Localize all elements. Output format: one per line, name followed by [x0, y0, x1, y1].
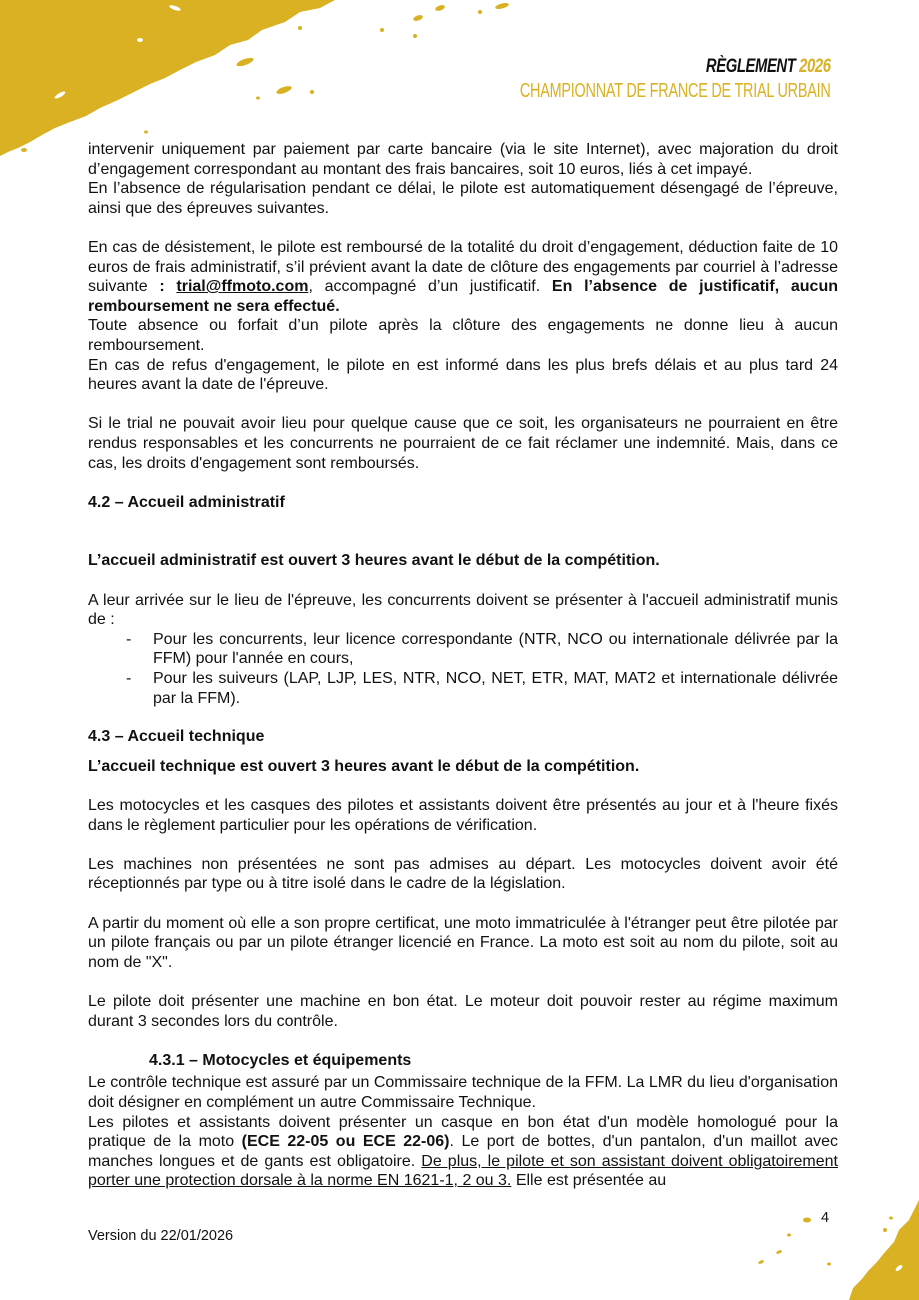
- bold-standard: (ECE 22-05 ou ECE 22-06): [241, 1133, 450, 1151]
- paragraph-text: Toute absence ou forfait d’un pilote après la clôture des engagements ne donne lieu à aucun remboursement.: [88, 317, 838, 354]
- document-list: [88, 630, 838, 708]
- paragraph-withdrawal: [88, 238, 838, 395]
- paragraph-payment: [88, 140, 838, 218]
- paragraph-text: En cas de désistement, le pilote est remboursé de la totalité du droit d’engagement, déduction faite de 10 euros de frais administratif, s’il prévient avant la date de clôture des engagements par courriel à l’adresse suivante: [88, 238, 838, 296]
- paragraph-text: En cas de refus d'engagement, le pilote en est informé dans les plus brefs délais et au plus tard 24 heures avant la date de l'épreuve.: [88, 356, 838, 394]
- header-subtitle: CHAMPIONNAT DE FRANCE DE TRIAL URBAIN: [520, 80, 831, 102]
- paragraph-admin-intro: A leur arrivée sur le lieu de l'épreuve, les concurrents doivent se présenter à l'accueil administratif munis de :: [88, 591, 838, 629]
- list-item: - Pour les concurrents, leur licence correspondante (NTR, NCO ou internationale délivrée par la FFM) pour l'année en cours,: [88, 630, 838, 669]
- paragraph-tech-3: A partir du moment où elle a son propre certificat, une moto immatriculée à l'étranger peut être pilotée par un pilote français ou par un pilote étranger licencié en France. La moto est soit au nom du pilote, soit au nom de "X".: [88, 914, 838, 971]
- paragraph-equip-1: Le contrôle technique est assuré par un Commissaire technique de la FFM. La LMR du lieu d'organisation doit désigner en complément un autre Commissaire Technique.: [88, 1074, 838, 1111]
- paragraph-cancellation: Si le trial ne pouvait avoir lieu pour quelque cause que ce soit, les organisateurs ne pourraient en être rendus responsables et les concurrents ne pourraient de ce fait réclamer une indemnité. Mais, dans ce cas, les droits d'engagement sont remboursés.: [88, 415, 838, 472]
- bold-note: En l’absence de justificatif, aucun remboursement ne sera effectué.: [88, 278, 838, 315]
- page-number: 4: [821, 1210, 830, 1226]
- document-body: [88, 140, 838, 1191]
- paragraph-tech-2: Les machines non présentées ne sont pas admises au départ. Les motocycles doivent avoir été réceptionnés par type ou à titre isolé dans le cadre de la législation.: [88, 855, 838, 893]
- paragraph-text: Elle est présentée au: [511, 1172, 667, 1190]
- paragraph-tech-4: Le pilote doit présenter une machine en bon état. Le moteur doit pouvoir rester au régime maximum durant 3 secondes lors du contrôle.: [88, 992, 838, 1030]
- section-heading-4-2: 4.2 – Accueil administratif: [88, 493, 285, 511]
- paragraph-text: intervenir uniquement par paiement par carte bancaire (via le site Internet), avec majoration du droit d’engagement correspondant au montant des frais bancaires, soit 10 euros, liés à cet impayé.: [88, 141, 838, 178]
- list-item: - Pour les suiveurs (LAP, LJP, LES, NTR, NCO, NET, ETR, MAT, MAT2 et internationale délivrée par la FFM).: [88, 669, 838, 708]
- section-heading-4-3-1: 4.3.1 – Motocycles et équipements: [149, 1051, 412, 1069]
- section-heading-4-3: 4.3 – Accueil technique: [88, 728, 265, 746]
- paragraph-text: En l’absence de régularisation pendant ce délai, le pilote est automatiquement désengagé de l’épreuve, ainsi que des épreuves suivantes.: [88, 180, 838, 217]
- bold-line-admin-hours: L’accueil administratif est ouvert 3 heures avant le début de la compétition.: [88, 552, 660, 570]
- paint-splash-bottom-right: [749, 1190, 919, 1300]
- bold-line-tech-hours: L’accueil technique est ouvert 3 heures avant le début de la compétition.: [88, 757, 640, 775]
- paragraph-text: . Le port de bottes, d'un pantalon, d'un maillot avec manches longues et de gants est obligatoire.: [88, 1133, 839, 1170]
- paragraph-text: Les pilotes et assistants doivent présenter un casque en bon état d'un modèle homologué pour la pratique de la moto: [88, 1113, 838, 1151]
- header-title-prefix: RÈGLEMENT: [706, 56, 796, 77]
- paragraph-tech-1: Les motocycles et les casques des pilotes et assistants doivent être présentés au jour et à l'heure fixés dans le règlement particulier pour les opérations de vérification.: [88, 797, 838, 834]
- paragraph-equip-2: [88, 1113, 838, 1191]
- document-header: [399, 56, 831, 103]
- footer-version: Version du 22/01/2026: [88, 1228, 234, 1244]
- header-title: [494, 56, 831, 78]
- header-title-year: 2026: [799, 56, 831, 77]
- underlined-requirement: De plus, le pilote et son assistant doivent obligatoirement porter une protection dorsale à la norme EN 1621-1, 2 ou 3.: [88, 1152, 839, 1190]
- email-link[interactable]: trial@ffmoto.com: [176, 278, 309, 296]
- paragraph-text: , accompagné d’un justificatif.: [308, 278, 552, 296]
- colon: :: [159, 278, 177, 296]
